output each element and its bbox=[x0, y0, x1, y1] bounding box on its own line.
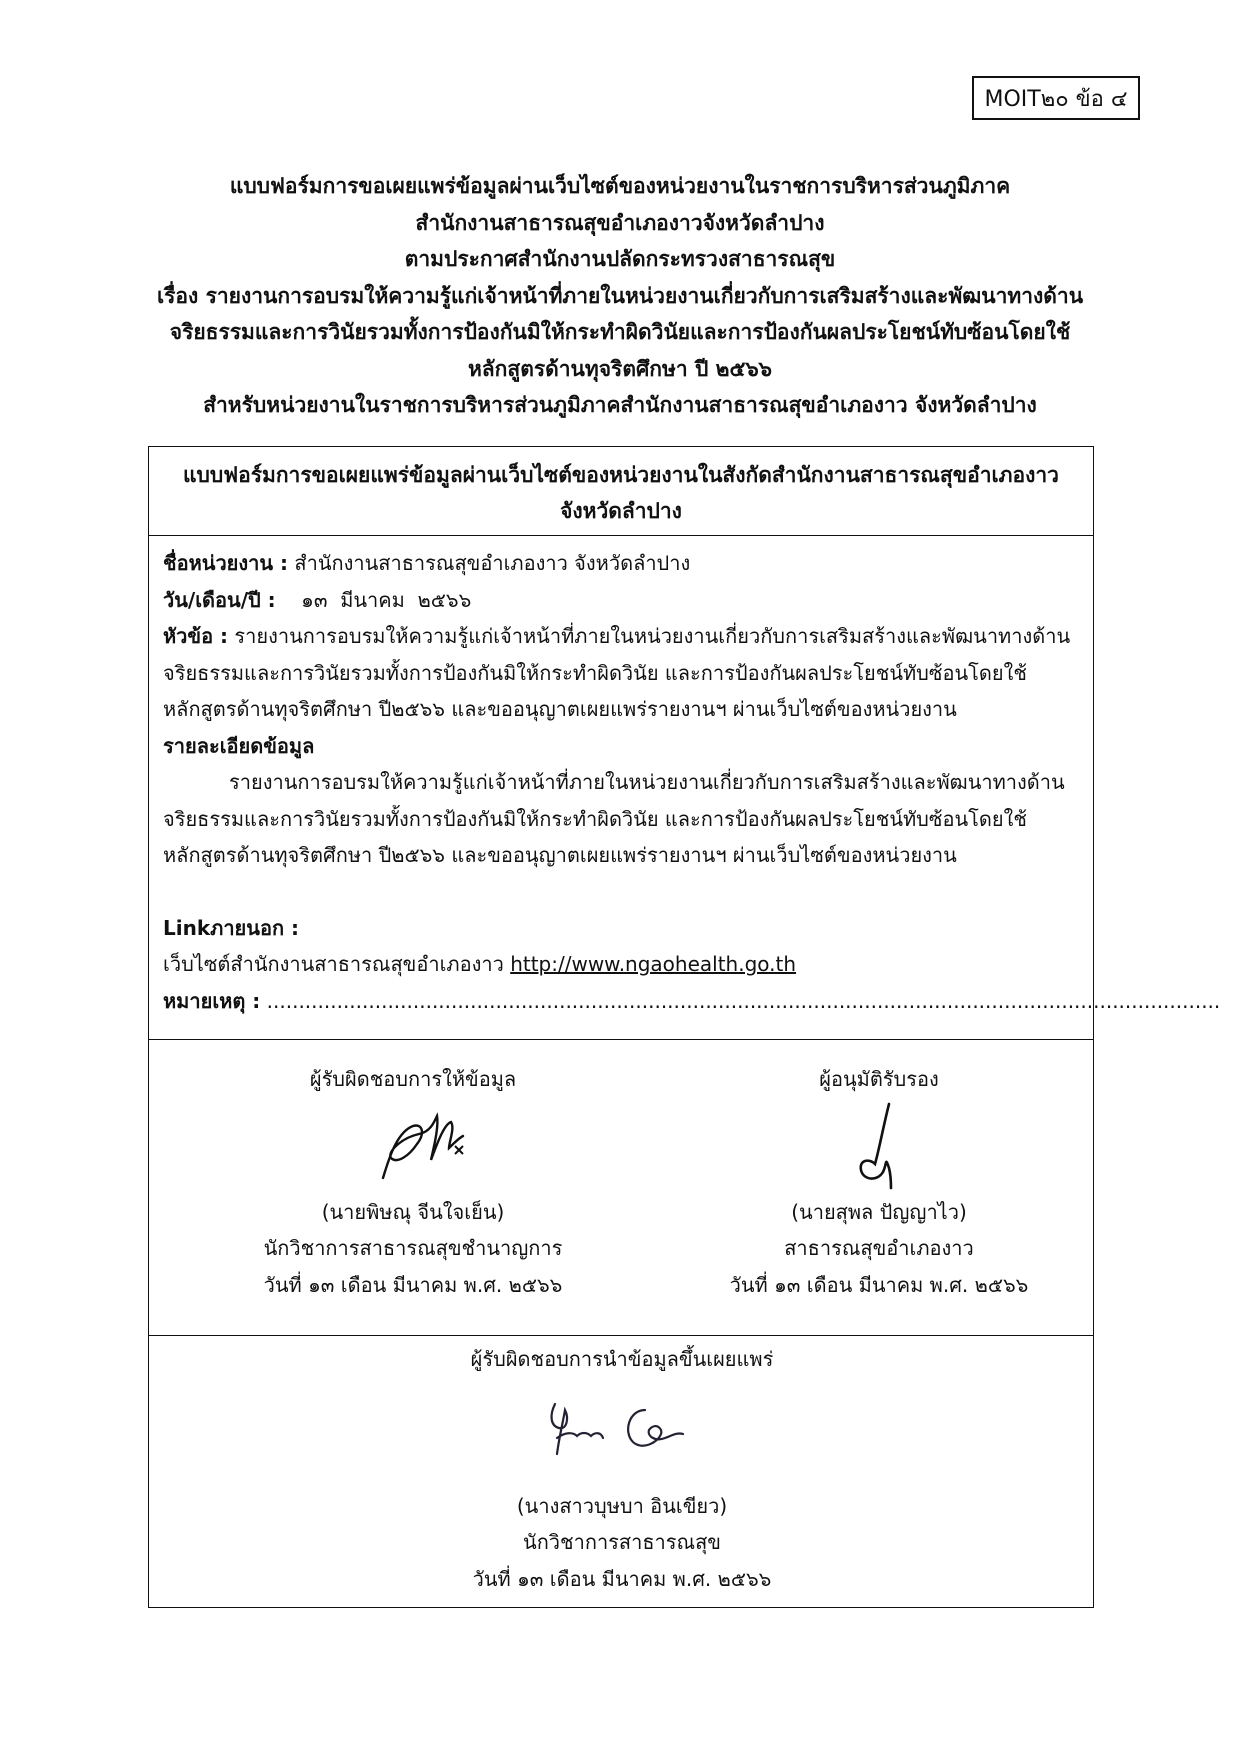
detail-line: หลักสูตรด้านทุจริตศึกษา ปี๒๕๖๖ และขออนุญาตเผยแพร่รายงานฯ ผ่านเว็บไซต์ของหน่วยงาน bbox=[163, 843, 957, 867]
header-line: แบบฟอร์มการขอเผยแพร่ข้อมูลผ่านเว็บไซต์ของหน่วยงานในราชการบริหารส่วนภูมิภาค bbox=[229, 174, 1011, 198]
form-title bbox=[149, 457, 1093, 529]
signer-date: วันที่ ๑๓ เดือน มีนาคม พ.ศ. ๒๕๖๖ bbox=[263, 1272, 563, 1297]
signer-position: นักวิชาการสาธารณสุข bbox=[523, 1530, 721, 1554]
date-label: วัน/เดือน/ปี : bbox=[163, 587, 276, 612]
remark-label: หมายเหตุ : bbox=[163, 988, 261, 1013]
signature-mark bbox=[679, 1098, 1079, 1194]
detail-label: รายละเอียดข้อมูล bbox=[163, 733, 315, 758]
header-line: เรื่อง รายงานการอบรมให้ความรู้แก่เจ้าหน้าที่ภายในหน่วยงานเกี่ยวกับการเสริมสร้างและพัฒนาทางด้าน bbox=[156, 283, 1084, 308]
remark-row bbox=[163, 983, 1221, 1020]
topic-label: หัวข้อ : bbox=[163, 624, 229, 648]
signer-name: (นางสาวบุษบา อินเขียว) bbox=[516, 1493, 728, 1518]
header-line: จริยธรรมและการวินัยรวมทั้งการป้องกันมิให้กระทำผิดวินัยและการป้องกันผลประโยชน์ทับซ้อนโดยใช้ bbox=[169, 320, 1071, 344]
header-line: หลักสูตรด้านทุจริตศึกษา ปี ๒๕๖๖ bbox=[467, 356, 773, 381]
signer-role: ผู้รับผิดชอบการให้ข้อมูล bbox=[309, 1067, 517, 1091]
signer-name: (นายพิษณุ จีนใจเย็น) bbox=[321, 1199, 505, 1224]
form-code-box bbox=[972, 76, 1140, 120]
date-row bbox=[163, 582, 1083, 619]
provider-signature-block bbox=[213, 1061, 613, 1303]
signer-position: นักวิชาการสาธารณสุขชำนาญการ bbox=[263, 1236, 563, 1260]
document-header bbox=[100, 168, 1140, 424]
signature-mark bbox=[422, 1392, 822, 1488]
unit-row bbox=[163, 545, 1083, 582]
form-title-line: แบบฟอร์มการขอเผยแพร่ข้อมูลผ่านเว็บไซต์ของหน่วยงานในสังกัดสำนักงานสาธารณสุขอำเภองาว bbox=[183, 463, 1059, 487]
detail-line: รายงานการอบรมให้ความรู้แก่เจ้าหน้าที่ภายในหน่วยงานเกี่ยวกับการเสริมสร้างและพัฒนาทางด้าน bbox=[229, 770, 1065, 794]
remark-dots: ...................................................................................................................................................... bbox=[260, 988, 1221, 1013]
link-label: Linkภายนอก : bbox=[163, 915, 300, 940]
topic-line: รายงานการอบรมให้ความรู้แก่เจ้าหน้าที่ภายในหน่วยงานเกี่ยวกับการเสริมสร้างและพัฒนาทางด้าน bbox=[228, 624, 1071, 648]
signature-mark bbox=[213, 1098, 613, 1194]
header-line: สำนักงานสาธารณสุขอำเภองาวจังหวัดลำปาง bbox=[415, 210, 825, 235]
date-value: ๑๓ มีนาคม ๒๕๖๖ bbox=[275, 587, 472, 612]
topic-row bbox=[163, 618, 1083, 655]
signer-date: วันที่ ๑๓ เดือน มีนาคม พ.ศ. ๒๕๖๖ bbox=[729, 1272, 1029, 1297]
detail-line: จริยธรรมและการวินัยรวมทั้งการป้องกันมิให้กระทำผิดวินัย และการป้องกันผลประโยชน์ทับซ้อนโดยใช้ bbox=[163, 806, 1027, 831]
divider bbox=[149, 535, 1093, 536]
topic-line: หลักสูตรด้านทุจริตศึกษา ปี๒๕๖๖ และขออนุญาตเผยแพร่รายงานฯ ผ่านเว็บไซต์ของหน่วยงาน bbox=[163, 697, 957, 721]
website-link[interactable]: http://www.ngaohealth.go.th bbox=[510, 952, 797, 976]
website-text: เว็บไซต์สำนักงานสาธารณสุขอำเภองาว bbox=[163, 952, 511, 976]
signer-position: สาธารณสุขอำเภองาว bbox=[784, 1236, 974, 1260]
form-title-line: จังหวัดลำปาง bbox=[560, 499, 682, 523]
divider bbox=[149, 1335, 1093, 1336]
unit-label: ชื่อหน่วยงาน : bbox=[163, 551, 289, 575]
header-line: สำหรับหน่วยงานในราชการบริหารส่วนภูมิภาคสำนักงานสาธารณสุขอำเภองาว จังหวัดลำปาง bbox=[203, 393, 1037, 417]
signer-name: (นายสุพล ปัญญาไว) bbox=[791, 1199, 967, 1224]
signer-role: ผู้อนุมัติรับรอง bbox=[819, 1067, 939, 1091]
unit-value: สำนักงานสาธารณสุขอำเภองาว จังหวัดลำปาง bbox=[288, 551, 691, 575]
header-line: ตามประกาศสำนักงานปลัดกระทรวงสาธารณสุข bbox=[404, 247, 836, 271]
form-frame bbox=[148, 446, 1221, 1608]
signer-date: วันที่ ๑๓ เดือน มีนาคม พ.ศ. ๒๕๖๖ bbox=[472, 1566, 772, 1591]
form-code: MOIT๒๐ ข้อ ๔ bbox=[984, 86, 1128, 112]
website-row bbox=[163, 946, 1083, 983]
signer-role: ผู้รับผิดชอบการนำข้อมูลขึ้นเผยแพร่ bbox=[470, 1347, 774, 1371]
approver-signature-block bbox=[679, 1061, 1079, 1303]
topic-line: จริยธรรมและการวินัยรวมทั้งการป้องกันมิให้กระทำผิดวินัย และการป้องกันผลประโยชน์ทับซ้อนโดยใช้ bbox=[163, 660, 1027, 685]
divider bbox=[149, 1039, 1093, 1040]
form-details bbox=[163, 545, 1221, 1019]
publisher-signature-block bbox=[422, 1341, 822, 1597]
